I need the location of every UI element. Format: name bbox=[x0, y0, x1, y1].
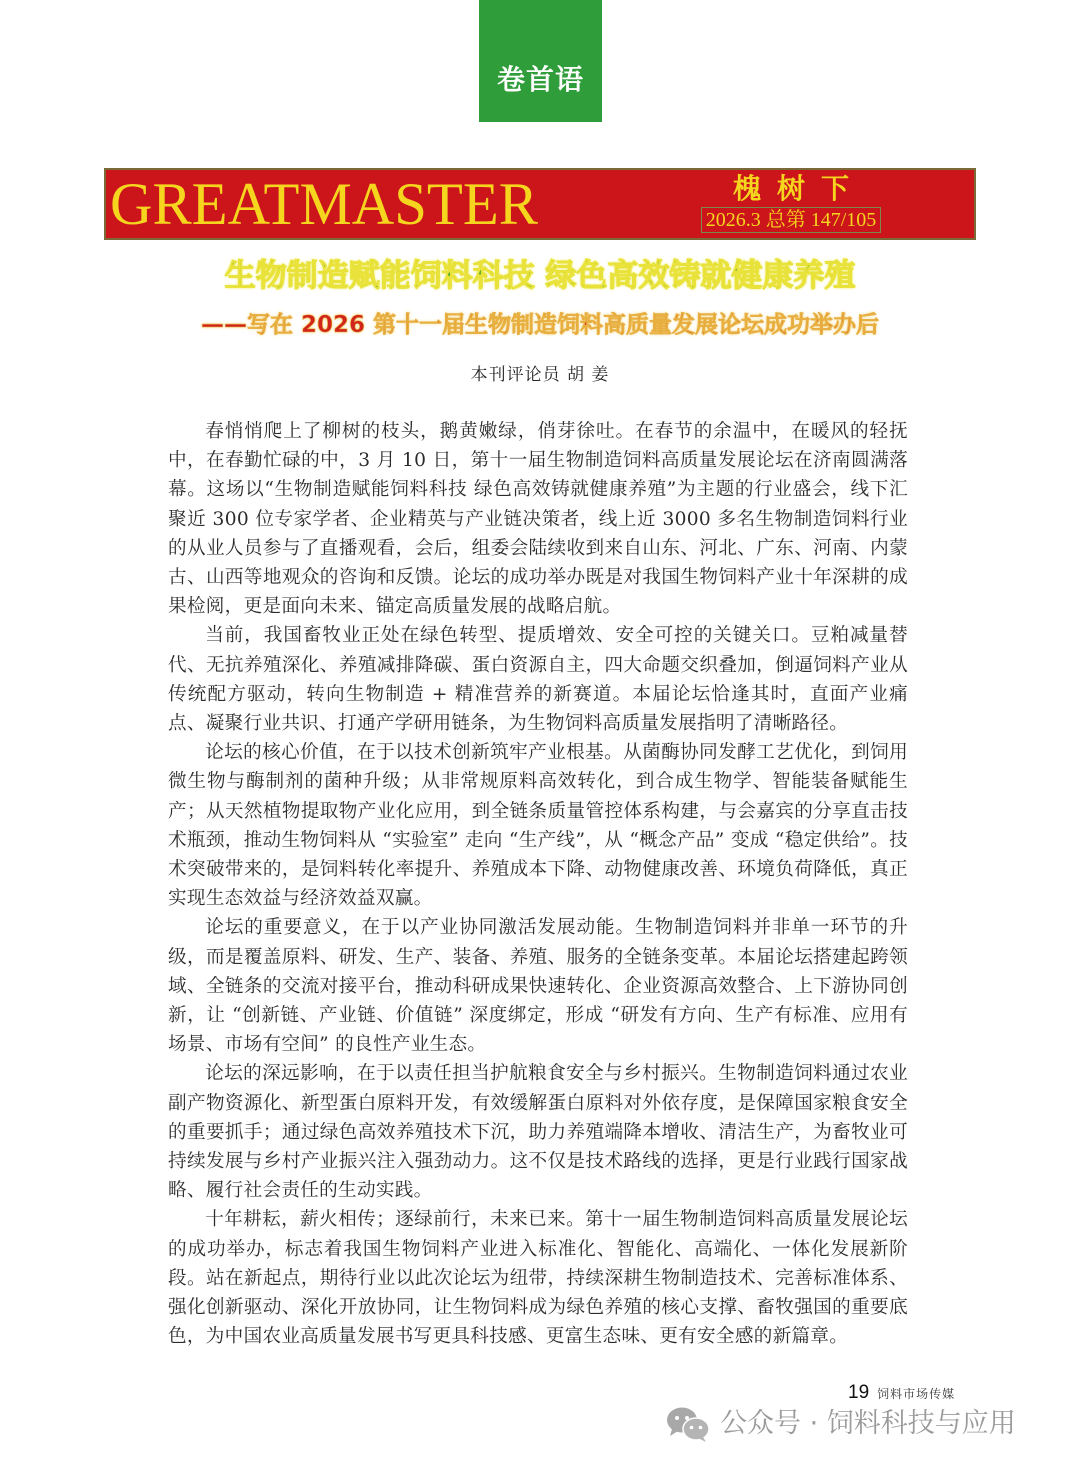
wechat-icon bbox=[666, 1406, 710, 1442]
watermark-text: 公众号 · 饲料科技与应用 bbox=[720, 1408, 1016, 1439]
column-banner bbox=[104, 168, 976, 240]
article-paragraph: 论坛的核心价值，在于以技术创新筑牢产业根基。从菌酶协同发酵工艺优化，到饲用微生物与酶制剂的菌种升级；从非常规原料高效转化，到合成生物学、智能装备赋能生产；从天然植物提取物产业化应用，到全链条质量管控体系构建，与会嘉宾的分享直击技术瓶颈，推动生物饲料从 “实验室” 走向 “生产线”，从 “概念产品” 变成 “稳定供给”。技术突破带来的，是饲料转化率提升、养殖成本下降、动物健康改善、环境负荷降低，真正实现生态效益与经济效益双赢。 bbox=[168, 742, 908, 910]
banner-right bbox=[696, 172, 886, 233]
article-paragraph: 论坛的重要意义，在于以产业协同激活发展动能。生物制造饲料并非单一环节的升级，而是覆盖原料、研发、生产、装备、养殖、服务的全链条变革。本届论坛搭建起跨领域、全链条的交流对接平台，推动科研成果快速转化、企业资源高效整合、上下游协同创新，让 “创新链、产业链、价值链” 深度绑定，形成 “研发有方向、生产有标准、应用有场景、市场有空间” 的良性产业生态。 bbox=[168, 917, 908, 1056]
wechat-watermark bbox=[666, 1404, 1016, 1444]
article-paragraph: 十年耕耘，薪火相传；逐绿前行，未来已来。第十一届生物制造饲料高质量发展论坛的成功举办，标志着我国生物饲料产业进入标准化、智能化、高端化、一体化发展新阶段。站在新起点，期待行业以此次论坛为纽带，持续深耕生物制造技术、完善标准体系、强化创新驱动、深化开放协同，让生物饲料成为绿色养殖的核心支撑、畜牧强国的重要底色，为中国农业高质量发展书写更具科技感、更富生态味、更有安全感的新篇章。 bbox=[168, 1209, 908, 1348]
article-subheadline: ——写在 2026 第十一届生物制造饲料高质量发展论坛成功举办后 bbox=[200, 312, 880, 338]
section-tab bbox=[479, 0, 602, 122]
publication-name: 饲料市场传媒 bbox=[877, 1387, 956, 1401]
article-paragraph: 当前，我国畜牧业正处在绿色转型、提质增效、安全可控的关键关口。豆粕减量替代、无抗养殖深化、养殖减排降碳、蛋白资源自主，四大命题交织叠加，倒逼饲料产业从传统配方驱动，转向生物制造 + 精准营养的新赛道。本届论坛恰逢其时，直面产业痛点、凝聚行业共识、打通产学研用链条，为生物饲料高质量发展指明了清晰路径。 bbox=[168, 625, 908, 735]
article-body bbox=[168, 417, 908, 1352]
page-footer bbox=[848, 1382, 955, 1404]
article-headline: 生物制造赋能饲料科技 绿色高效铸就健康养殖 bbox=[224, 258, 856, 294]
banner-brand: GREATMASTER bbox=[110, 171, 538, 237]
banner-issue-number: 2026.3 总第 147/105 bbox=[701, 207, 882, 233]
section-tab-label: 卷首语 bbox=[496, 63, 584, 96]
article-byline: 本刊评论员 胡 姜 bbox=[470, 365, 610, 385]
article-paragraph: 论坛的深远影响，在于以责任担当护航粮食安全与乡村振兴。生物制造饲料通过农业副产物资源化、新型蛋白原料开发，有效缓解蛋白原料对外依存度，是保障国家粮食安全的重要抓手；通过绿色高效养殖技术下沉，助力养殖端降本增收、清洁生产，为畜牧业可持续发展与乡村产业振兴注入强劲动力。这不仅是技术路线的选择，更是行业践行国家战略、履行社会责任的生动实践。 bbox=[168, 1063, 908, 1202]
banner-column-title: 槐树下 bbox=[732, 172, 865, 205]
article-paragraph: 春悄悄爬上了柳树的枝头，鹅黄嫩绿，俏芽徐吐。在春节的余温中，在暖风的轻抚中，在春勤忙碌的中，3 月 10 日，第十一届生物制造饲料高质量发展论坛在济南圆满落幕。这场以“生物制造赋能饲料科技 绿色高效铸就健康养殖”为主题的行业盛会，线下汇聚近 300 位专家学者、企业精英与产业链决策者，线上近 3000 多名生物制造饲料行业的从业人员参与了直播观看，会后，组委会陆续收到来自山东、河北、广东、河南、内蒙古、山西等地观众的咨询和反馈。论坛的成功举办既是对我国生物饲料产业十年深耕的成果检阅，更是面向未来、锚定高质量发展的战略启航。 bbox=[168, 421, 908, 618]
page-number: 19 bbox=[848, 1382, 870, 1403]
